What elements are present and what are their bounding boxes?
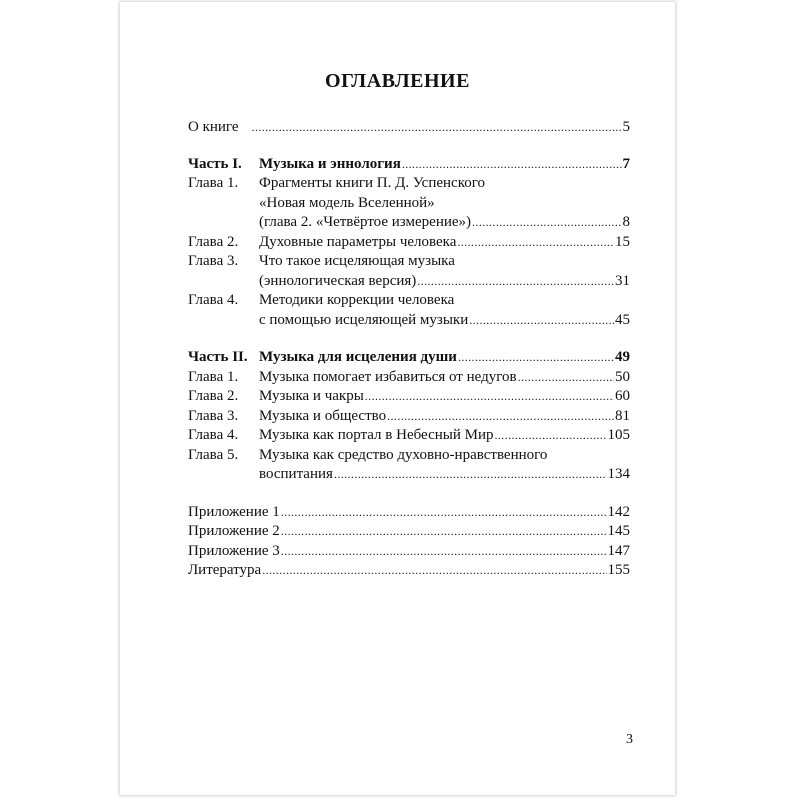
toc-page-number: 142 <box>607 503 630 520</box>
chapter-label: Глава 4. <box>188 427 239 443</box>
chapter-label: Глава 3. <box>188 407 239 424</box>
leader-dots <box>469 311 614 331</box>
toc-appendix <box>188 522 630 542</box>
toc-chapter <box>188 387 630 407</box>
chapter-title-line: (глава 2. «Четвёртое измерение») <box>259 214 472 230</box>
toc-entry-label: О книге <box>188 119 239 135</box>
leader-dots <box>365 387 614 407</box>
chapter-title-line: Музыка и чакры <box>259 388 364 404</box>
leader-dots <box>494 426 606 446</box>
toc-page-number: 31 <box>615 272 630 289</box>
toc-page-number: 8 <box>622 214 630 230</box>
leader-dots <box>417 272 614 292</box>
part-label: Часть I. <box>188 155 242 172</box>
toc-page-number: 81 <box>615 407 630 424</box>
book-page <box>120 2 675 795</box>
leader-dots <box>281 542 607 562</box>
appendix-label: Приложение 2 <box>188 523 280 539</box>
chapter-title-line: воспитания <box>259 466 333 482</box>
toc-chapter <box>188 407 630 427</box>
part-label: Часть II. <box>188 349 248 365</box>
chapter-label: Глава 4. <box>188 292 239 308</box>
leader-dots <box>281 522 607 542</box>
toc-chapter <box>188 291 630 311</box>
part-title: Музыка и эннология <box>259 155 401 172</box>
chapter-label: Глава 1. <box>188 368 239 385</box>
chapter-label: Глава 3. <box>188 253 239 269</box>
chapter-title-line: Духовные параметры человека <box>259 233 457 250</box>
page-number: 3 <box>626 732 633 747</box>
chapter-label: Глава 1. <box>188 175 239 191</box>
chapter-title-line: Музыка как средство духовно-нравственного <box>259 446 548 463</box>
toc-chapter-continuation <box>188 213 630 233</box>
toc-chapter <box>188 446 630 466</box>
toc-part-2 <box>188 348 630 368</box>
toc-page-number: 45 <box>615 311 630 328</box>
toc-page-number: 105 <box>607 427 630 443</box>
toc-page-number: 7 <box>622 155 630 172</box>
leader-dots <box>262 561 606 581</box>
chapter-title-line: Музыка и общество <box>259 407 387 424</box>
chapter-title-line: с помощью исцеляющей музыки <box>259 311 469 328</box>
page-title: ОГЛАВЛЕНИЕ <box>325 70 470 92</box>
toc-page-number: 50 <box>615 368 630 385</box>
toc-part-1 <box>188 155 630 175</box>
toc-chapter-continuation <box>188 465 630 485</box>
toc-page-number: 147 <box>607 542 630 559</box>
leader-dots <box>518 368 614 388</box>
toc-literature <box>188 561 630 581</box>
toc-chapter-continuation <box>188 272 630 292</box>
chapter-title-line: Музыка как портал в Небесный Мир <box>259 427 494 443</box>
literature-label: Литература <box>188 562 262 578</box>
chapter-title-line: «Новая модель Вселенной» <box>259 194 435 211</box>
toc-appendix <box>188 503 630 523</box>
toc-chapter <box>188 233 630 253</box>
leader-dots <box>472 213 621 233</box>
toc-page-number: 49 <box>615 349 630 365</box>
chapter-title-line: Музыка помогает избавиться от недугов <box>259 368 517 385</box>
leader-dots <box>281 503 607 523</box>
appendix-label: Приложение 1 <box>188 503 280 520</box>
toc-chapter-continuation <box>188 194 630 214</box>
leader-dots <box>457 233 614 253</box>
leader-dots <box>334 465 607 485</box>
toc-chapter <box>188 426 630 446</box>
toc-page-number: 60 <box>615 388 630 404</box>
appendix-label: Приложение 3 <box>188 542 280 559</box>
leader-dots <box>252 118 622 138</box>
chapter-title-line: (эннологическая версия) <box>259 272 417 289</box>
chapter-label: Глава 2. <box>188 233 239 250</box>
toc-page-number: 155 <box>607 562 630 578</box>
leader-dots <box>458 348 614 368</box>
toc-page-number: 145 <box>607 523 630 539</box>
toc-chapter <box>188 252 630 272</box>
toc-chapter <box>188 368 630 388</box>
toc-page-number: 5 <box>622 119 630 135</box>
toc-chapter <box>188 174 630 194</box>
chapter-title-line: Фрагменты книги П. Д. Успенского <box>259 175 486 191</box>
table-of-contents <box>188 118 630 581</box>
toc-appendix <box>188 542 630 562</box>
toc-page-number: 15 <box>615 233 630 250</box>
toc-entry-about <box>188 118 630 138</box>
chapter-label: Глава 5. <box>188 446 239 463</box>
chapter-title-line: Что такое исцеляющая музыка <box>259 253 455 269</box>
toc-chapter-continuation <box>188 311 630 331</box>
leader-dots <box>402 155 622 175</box>
chapter-label: Глава 2. <box>188 388 239 404</box>
part-title: Музыка для исцеления души <box>259 349 457 365</box>
leader-dots <box>387 407 614 427</box>
toc-page-number: 134 <box>607 466 630 482</box>
chapter-title-line: Методики коррекции человека <box>259 292 455 308</box>
